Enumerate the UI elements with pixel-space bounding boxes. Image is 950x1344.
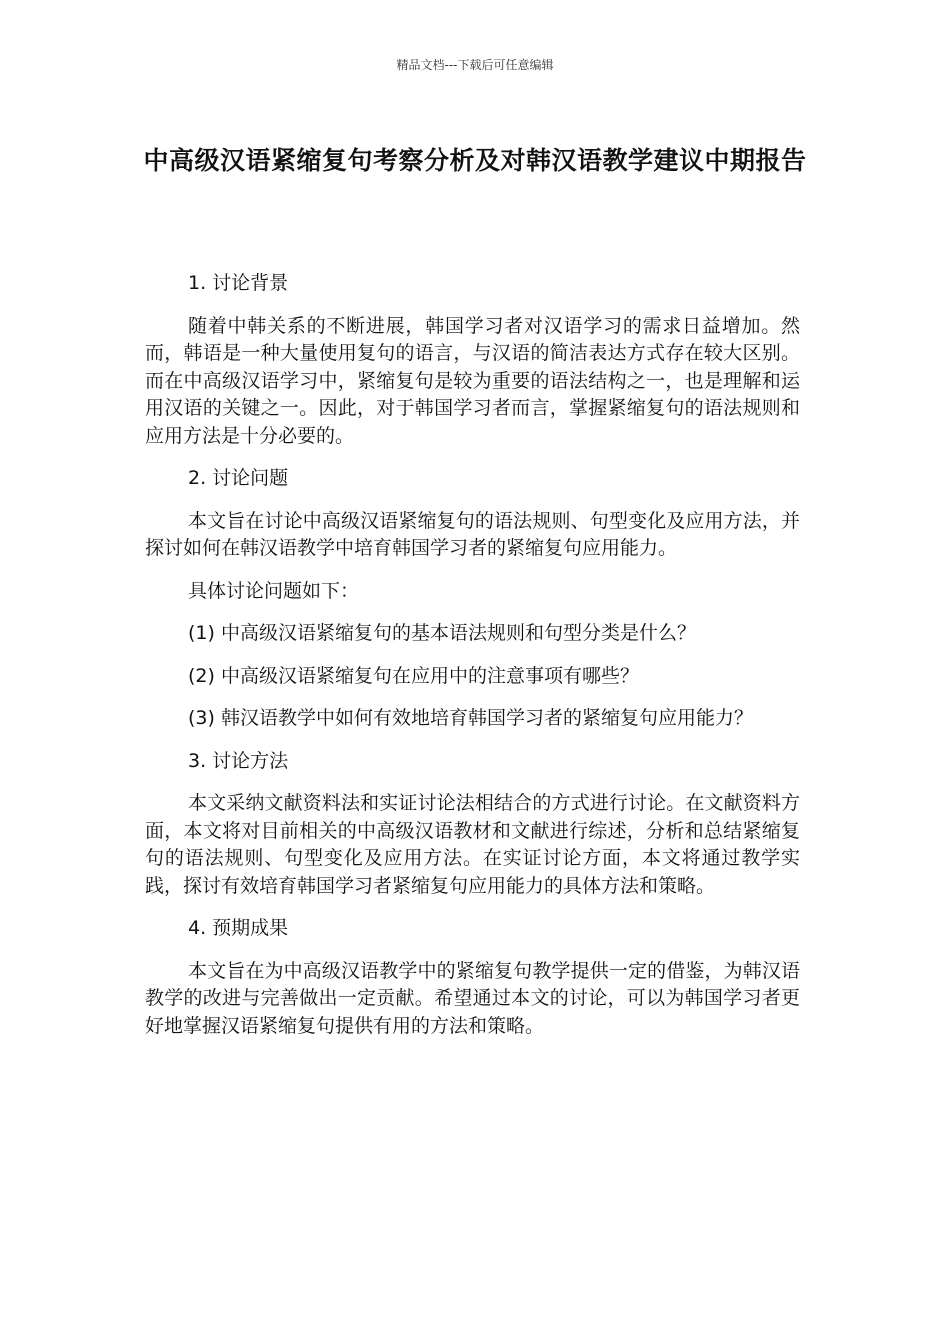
paragraph-questions: 本文旨在讨论中高级汉语紧缩复句的语法规则、句型变化及应用方法，并探讨如何在韩汉语教学中培育韩国学习者的紧缩复句应用能力。 (145, 509, 800, 559)
section-heading-background: 1. 讨论背景 (188, 272, 289, 294)
section-heading-questions: 2. 讨论问题 (188, 467, 289, 489)
question-item-3: (3) 韩汉语教学中如何有效地培育韩国学习者的紧缩复句应用能力？ (188, 707, 753, 729)
document-body (145, 270, 800, 1055)
paragraph-methods: 本文采纳文献资料法和实证讨论法相结合的方式进行讨论。在文献资料方面，本文将对目前相关的中高级汉语教材和文献进行综述，分析和总结紧缩复句的语法规则、句型变化及应用方法。在实证讨论方面，本文将通过教学实践，探讨有效培育韩国学习者紧缩复句应用能力的具体方法和策略。 (145, 792, 800, 897)
page-header-watermark: 精品文档---下载后可任意编辑 (396, 58, 554, 72)
paragraph-background: 随着中韩关系的不断进展，韩国学习者对汉语学习的需求日益增加。然而，韩语是一种大量使用复句的语言，与汉语的简洁表达方式存在较大区别。而在中高级汉语学习中，紧缩复句是较为重要的语法结构之一，也是理解和运用汉语的关键之一。因此，对于韩国学习者而言，掌握紧缩复句的语法规则和应用方法是十分必要的。 (145, 314, 800, 447)
section-heading-methods: 3. 讨论方法 (188, 749, 289, 772)
questions-intro: 具体讨论问题如下： (188, 579, 360, 602)
question-item-1: (1) 中高级汉语紧缩复句的基本语法规则和句型分类是什么？ (188, 622, 696, 644)
question-item-2: (2) 中高级汉语紧缩复句在应用中的注意事项有哪些？ (188, 664, 639, 687)
paragraph-expected-results: 本文旨在为中高级汉语教学中的紧缩复句教学提供一定的借鉴，为韩汉语教学的改进与完善做出一定贡献。希望通过本文的讨论，可以为韩国学习者更好地掌握汉语紧缩复句提供有用的方法和策略。 (145, 959, 800, 1037)
document-title: 中高级汉语紧缩复句考察分析及对韩汉语教学建议中期报告 (143, 146, 807, 175)
section-heading-expected-results: 4. 预期成果 (188, 917, 289, 939)
